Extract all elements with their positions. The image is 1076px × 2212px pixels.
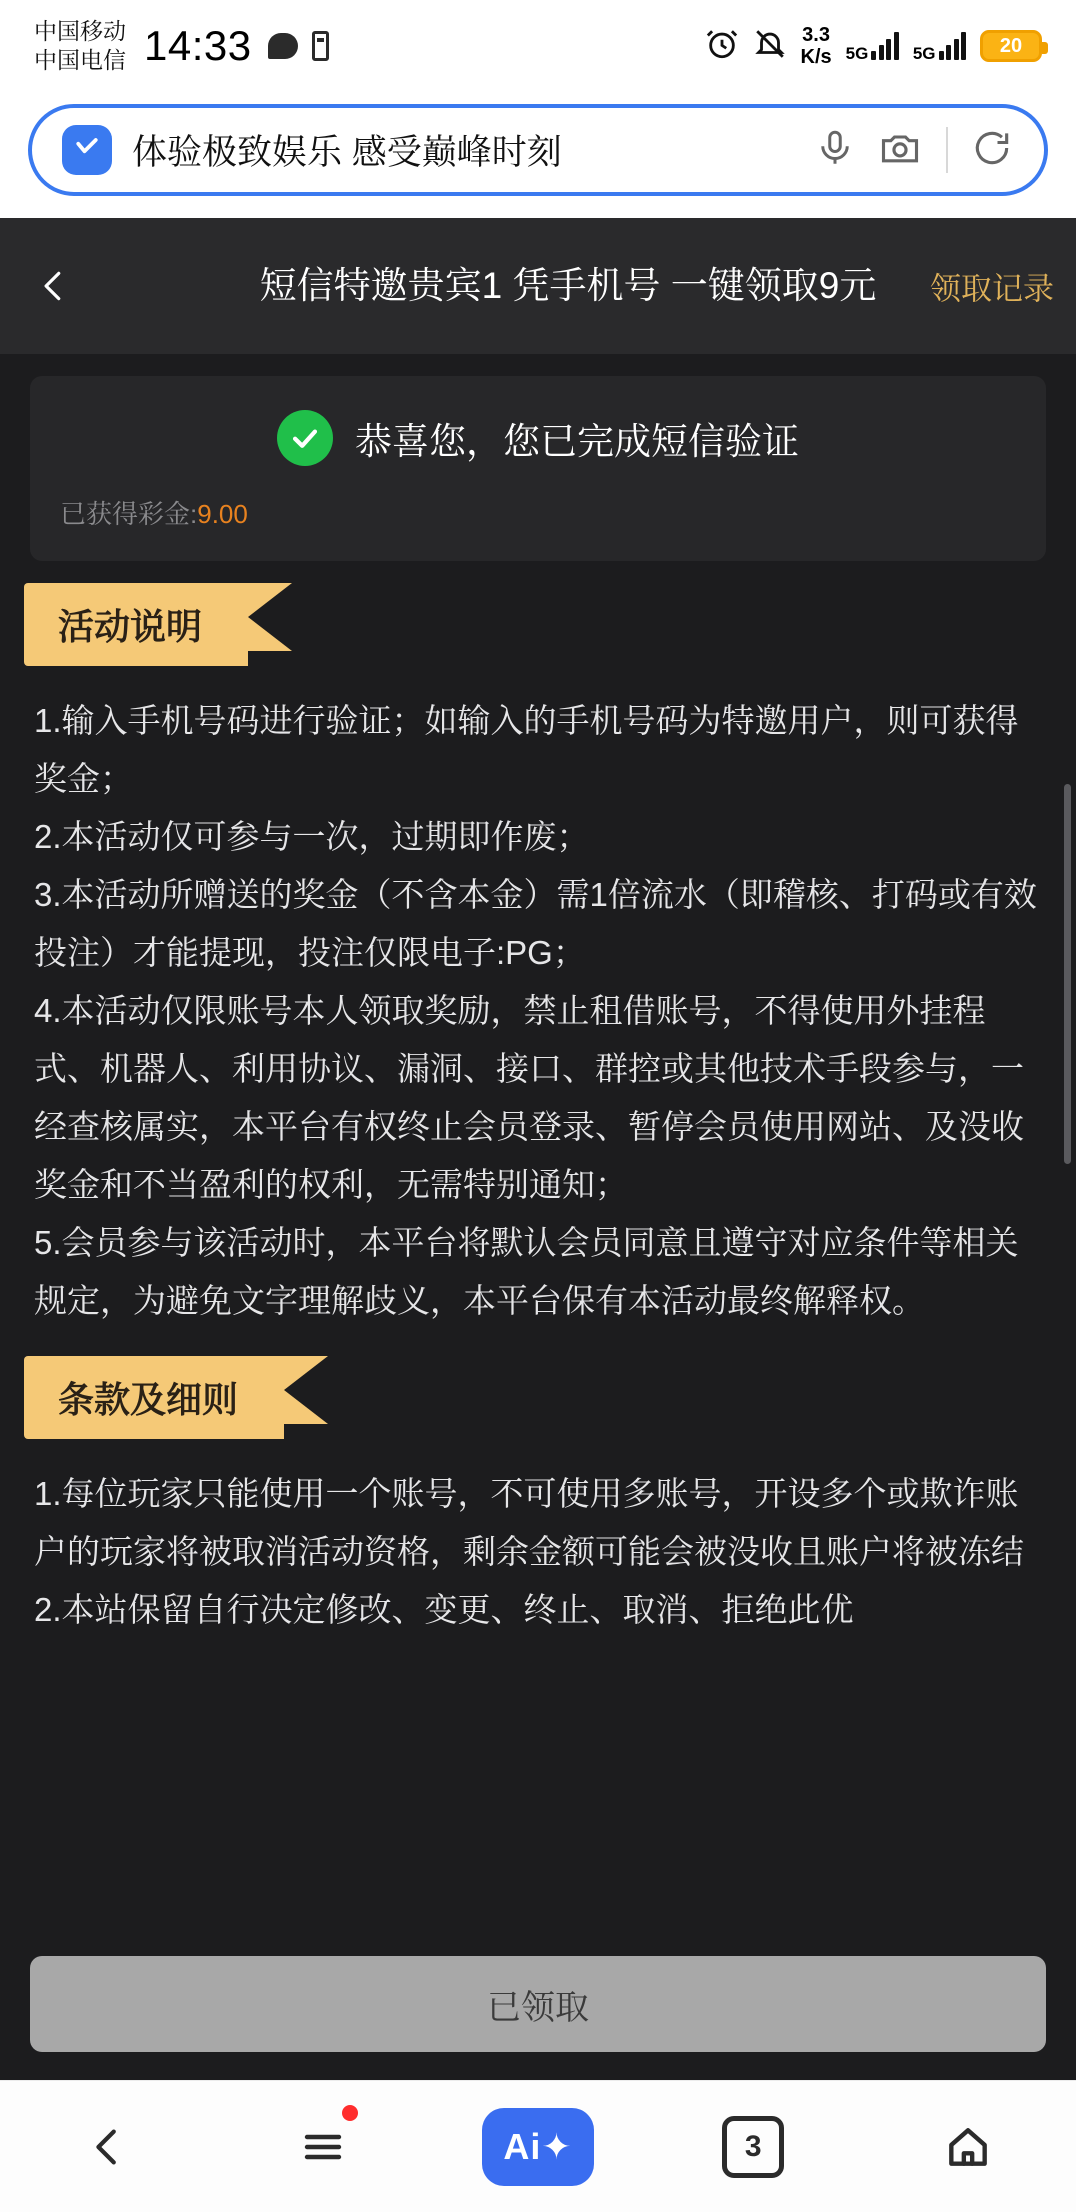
rule-line: 2.本活动仅可参与一次，过期即作废； — [34, 818, 590, 855]
action-area — [0, 1936, 1076, 2080]
camera-icon[interactable] — [878, 126, 922, 175]
signal-bars-icon-2: 5G — [913, 32, 966, 60]
award-row — [60, 494, 1016, 531]
nav-ai-button[interactable] — [463, 2081, 613, 2212]
nav-back-button[interactable] — [33, 2081, 183, 2212]
verification-result-card — [30, 376, 1046, 561]
section-title-ribbon: 活动说明 — [24, 583, 248, 666]
menu-notification-badge — [342, 2105, 358, 2121]
shield-check-icon — [62, 125, 112, 175]
ai-icon[interactable]: Ai✦ — [482, 2108, 594, 2186]
search-query-text[interactable]: 体验极致娱乐 感受巅峰时刻 — [132, 133, 562, 172]
terms-line: 2.本站保留自行决定修改、变更、终止、取消、拒绝此优 — [34, 1591, 854, 1628]
award-label: 已获得彩金: — [60, 499, 198, 529]
rule-line: 3.本活动所赠送的奖金（不含本金）需1倍流水（即稽核、打码或有效投注）才能提现，投注仅限电子:PG； — [34, 876, 1037, 971]
nav-home-button[interactable] — [893, 2081, 1043, 2212]
status-bar — [0, 0, 1076, 92]
sim-card-icon — [312, 31, 329, 61]
refresh-icon[interactable] — [970, 126, 1014, 175]
rule-line: 4.本活动仅限账号本人领取奖励，禁止租借账号，不得使用外挂程式、机器人、利用协议、漏洞、接口、群控或其他技术手段参与，一经查核属实，本平台有权终止会员登录、暂停会员使用网站、及没收奖金和不当盈利的权利，无需特别通知； — [34, 992, 1024, 1203]
toolbar-divider — [946, 127, 948, 173]
microphone-icon[interactable] — [814, 127, 856, 174]
section-activity-rules — [0, 583, 1076, 1330]
browser-toolbar — [0, 92, 1076, 218]
status-clock: 14:33 — [144, 22, 252, 69]
section-title-ribbon: 条款及细则 — [24, 1356, 284, 1439]
section-body — [0, 1439, 1076, 1639]
section-body — [0, 666, 1076, 1330]
battery-icon: 20 — [980, 30, 1042, 62]
claim-button[interactable]: 已领取 — [30, 1956, 1046, 2052]
carrier-line-2: 中国电信 — [34, 47, 126, 73]
signal-bars-icon-1: 5G — [846, 32, 899, 60]
search-input[interactable] — [28, 104, 1048, 196]
message-icon — [268, 33, 298, 59]
award-value: 9.00 — [197, 499, 248, 529]
content-scroll-area[interactable] — [0, 354, 1076, 1936]
scrollbar[interactable] — [1064, 784, 1071, 1164]
mute-bell-icon — [753, 27, 787, 66]
alarm-icon — [705, 27, 739, 66]
rule-line: 5.会员参与该活动时，本平台将默认会员同意且遵守对应条件等相关规定，为避免文字理解歧义，本平台保有本活动最终解释权。 — [34, 1224, 1019, 1319]
section-terms — [0, 1356, 1076, 1639]
verification-status-text: 恭喜您，您已完成短信验证 — [355, 421, 799, 462]
back-button[interactable] — [24, 267, 84, 305]
terms-line: 1.每位玩家只能使用一个账号，不可使用多账号，开设多个或欺诈账户的玩家将被取消活动资格，剩余金额可能会被没收且账户将被冻结 — [34, 1475, 1024, 1570]
nav-menu-button[interactable] — [248, 2081, 398, 2212]
content-fade-mask — [0, 1866, 1076, 1936]
page-title: 短信特邀贵宾1 凭手机号 一键领取9元 — [259, 265, 877, 306]
carrier-line-1: 中国移动 — [34, 18, 126, 44]
claim-record-link[interactable]: 领取记录 — [930, 271, 1054, 307]
nav-tabs-button[interactable] — [678, 2081, 828, 2212]
verification-status-row — [60, 410, 1016, 466]
check-circle-icon — [277, 410, 333, 466]
browser-nav-bar — [0, 2080, 1076, 2212]
page-header — [0, 218, 1076, 354]
carrier-labels — [34, 17, 126, 75]
network-speed: 3.3 K/s — [800, 24, 832, 68]
rule-line: 1.输入手机号码进行验证；如输入的手机号码为特邀用户，则可获得奖金； — [34, 702, 1019, 797]
page-content — [0, 354, 1076, 1936]
tabs-icon[interactable]: 3 — [722, 2116, 784, 2178]
